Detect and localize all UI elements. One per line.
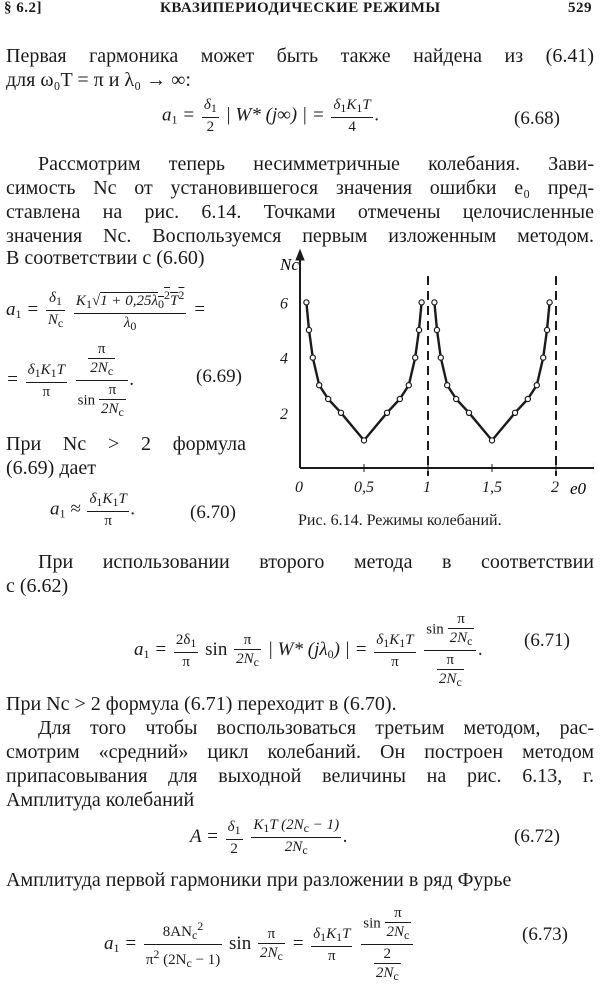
data-point [361, 438, 366, 443]
data-point [544, 327, 549, 332]
data-point [310, 355, 315, 360]
equation-number: (6.72) [514, 826, 560, 847]
data-point [438, 355, 443, 360]
text-line: При использовании второго метода в соответствии [38, 551, 594, 573]
figure-6-14 [268, 248, 594, 504]
data-point [413, 355, 418, 360]
running-title: КВАЗИПЕРИОДИЧЕСКИЕ РЕЖИМЫ [160, 0, 441, 16]
x-tick-label: 1 [423, 479, 431, 496]
equation-number: (6.69) [196, 366, 242, 387]
text-line: с (6.62) [6, 575, 69, 597]
data-point [306, 327, 311, 332]
series-curve [434, 302, 549, 440]
text-line: припасовывания для выходной величины на рис. 6.13, г. [6, 765, 594, 787]
equation-6-73: $a_1$ = $\frac{8AN_c^2}{\pi^2 (2N_c - 1)}$ sin $\frac{\pi}{2N_c}$ = $\frac{\delta_1K_1T}{\pi}$ sin $\frac{\pi}{2N_c}$ $\frac{2}{2N_c}$ [104, 904, 415, 985]
data-point [384, 410, 389, 415]
text-line: В соответствии с (6.60) [6, 247, 205, 269]
equation-6-72: A = $\frac{\delta_1}{2}$ $\frac{K_1T (2N_c - 1)}{2N_c}$ . [190, 817, 348, 857]
equation-6-71: $a_1$ = $\frac{2\delta_1}{\pi}$ sin $\frac{\pi}{2N_c}$ | W* $(j\lambda_0)$ | = $\frac{\delta_1K_1T}{\pi}$ sin $\frac{\pi}{2N_c}$ $\frac{\pi}{2N_c}$ . [134, 611, 484, 689]
equation-6-70: $a_1$ ≈ $\frac{\delta_1K_1T}{\pi}$ . [50, 491, 136, 529]
section-number: § 6.2] [4, 0, 42, 16]
data-point [317, 383, 322, 388]
data-point [419, 300, 424, 305]
data-point [434, 327, 439, 332]
text-line: Первая гармоника может быть также найдена из (6.41) [6, 45, 594, 67]
equation-6-69-line1: $a_1$ = $\frac{\delta_1}{N_c}$ $\frac{K_1√1 + 0,25\lambda_0^2T^2}{\lambda_0}$ = [6, 288, 206, 333]
text-line: ставлена на рис. 6.14. Точками отмечены целочисленные [6, 201, 594, 223]
text-line: При Nc > 2 формула [6, 433, 246, 455]
figure-caption: Рис. 6.14. Режимы колебаний. [298, 512, 502, 529]
x-tick-label: 1,5 [482, 479, 502, 496]
text-line: Для того чтобы воспользоваться третьим методом, рас- [38, 717, 594, 739]
text-line: Амплитуда колебаний [6, 789, 195, 811]
y-tick-label: 2 [280, 405, 288, 423]
series-curve [306, 302, 421, 440]
text-line: Амплитуда первой гармоники при разложении в ряд Фурье [6, 869, 512, 891]
text-line: смотрим «средний» цикл колебаний. Он построен методом [6, 741, 594, 763]
data-point [489, 438, 494, 443]
data-point [547, 300, 552, 305]
data-point [466, 410, 471, 415]
text-line: значения Nc. Воспользуемся первым изложенным методом. [6, 225, 594, 247]
equation-number: (6.68) [514, 108, 560, 129]
data-point [534, 383, 539, 388]
text-line: При Nc > 2 формула (6.71) переходит в (6.70). [6, 693, 397, 715]
data-point [304, 300, 309, 305]
page-number: 529 [568, 0, 592, 16]
equation-number: (6.71) [524, 630, 570, 651]
equation-6-68: $a_1$ = $\frac{\delta_1}{2}$ | W* (j∞) | = $\frac{\delta_1K_1T}{4}$ . [162, 97, 380, 135]
text-line: Рассмотрим теперь несимметричные колебания. Зави- [38, 153, 594, 175]
data-point [397, 396, 402, 401]
data-point [338, 410, 343, 415]
x-tick-label: 0 [295, 479, 303, 496]
data-point [326, 396, 331, 401]
data-point [525, 396, 530, 401]
y-axis-label: Nc [280, 255, 299, 274]
x-tick-label: 2 [551, 479, 559, 496]
equation-number: (6.70) [190, 502, 236, 523]
y-tick-label: 6 [280, 295, 288, 313]
equation-number: (6.73) [522, 924, 568, 945]
x-axis-label: e0 [570, 479, 587, 498]
text-line: для ω₀T = π и λ₀ → ∞: [6, 69, 191, 91]
text-line: симость Nc от установившегося значения ошибки e₀ пред- [6, 177, 594, 199]
data-point [541, 355, 546, 360]
x-tick-label: 0,5 [354, 479, 374, 496]
data-point [454, 396, 459, 401]
data-point [432, 300, 437, 305]
y-tick-label: 4 [280, 350, 288, 368]
text-line: (6.69) дает [6, 457, 96, 479]
data-point [416, 327, 421, 332]
data-point [406, 383, 411, 388]
equation-6-69-line2: = $\frac{\delta_1K_1T}{\pi}$ $\frac{\pi}{2N_c}$ sin $\frac{\pi}{2N_c}$ . [6, 341, 135, 419]
data-point [445, 383, 450, 388]
data-point [512, 410, 517, 415]
